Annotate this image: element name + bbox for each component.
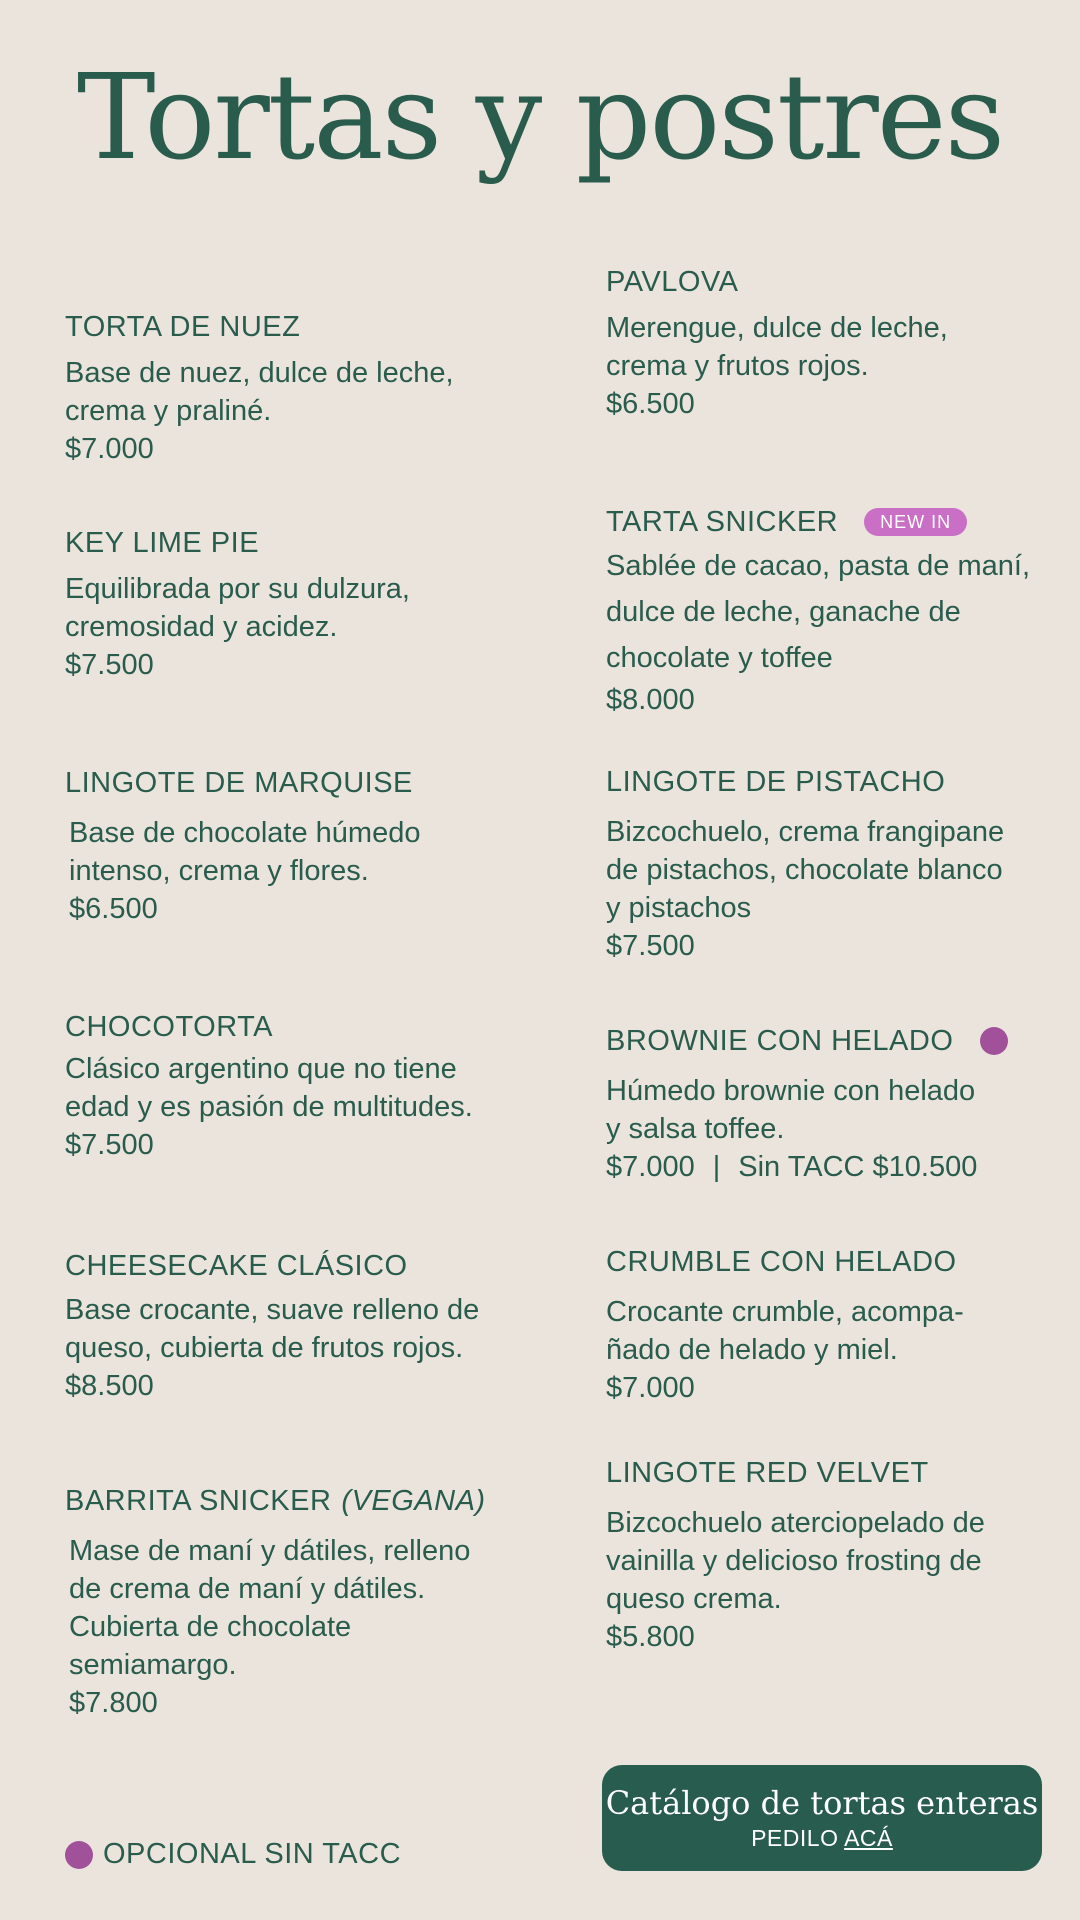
item-description: Bizcochuelo aterciopelado de vainilla y delicioso frosting de queso crema. [606,1507,985,1615]
item-price: $7.000 [606,1372,695,1404]
menu-item-key-lime-pie [65,526,410,684]
menu-item-cheesecake-clasico [65,1249,479,1405]
item-description: Clásico argentino que no tiene edad y es pasión de multitudes. [65,1053,473,1123]
item-price: $5.800 [606,1621,695,1653]
item-price: $7.500 [65,1129,154,1161]
menu-item-brownie-con-helado [606,1024,1008,1186]
sin-tacc-dot-icon [980,1027,1008,1055]
order-here-link[interactable]: ACÁ [844,1825,893,1851]
item-price: $7.500 [606,930,695,962]
menu-item-chocotorta [65,1010,473,1164]
item-price: $7.800 [69,1687,158,1719]
item-price: $7.000 [65,433,154,465]
item-name: CHEESECAKE CLÁSICO [65,1250,408,1282]
item-description: Crocante crumble, acompa- ñado de helado y miel. [606,1296,964,1366]
item-description: Base de nuez, dulce de leche, crema y praliné. [65,357,454,427]
item-description: Húmedo brownie con helado y salsa toffee. [606,1075,976,1145]
menu-item-pavlova [606,265,948,423]
item-name: TORTA DE NUEZ [65,311,301,343]
menu-item-torta-de-nuez [65,310,454,468]
item-name: KEY LIME PIE [65,527,260,559]
item-name: LINGOTE RED VELVET [606,1457,929,1489]
legend-label: OPCIONAL SIN TACC [103,1838,402,1870]
menu-item-lingote-red-velvet [606,1456,985,1656]
cta-subtitle: PEDILO ACÁ [751,1825,893,1851]
new-in-badge: NEW IN [864,508,967,536]
menu-item-lingote-de-pistacho [606,765,1004,965]
item-price: $7.500 [65,649,154,681]
menu-item-crumble-con-helado [606,1245,964,1407]
whole-cakes-catalog-button[interactable] [602,1765,1042,1871]
item-name: BARRITA SNICKER (VEGANA) [65,1485,486,1517]
menu-item-barrita-snicker [65,1484,486,1722]
menu-item-tarta-snicker [606,505,1030,719]
item-price: $8.500 [65,1370,154,1402]
item-name: PAVLOVA [606,266,739,298]
item-name: LINGOTE DE MARQUISE [65,767,413,799]
item-description: Base crocante, suave relleno de queso, cubierta de frutos rojos. [65,1294,480,1364]
item-description: Equilibrada por su dulzura, cremosidad y acidez. [65,573,410,643]
item-description: Bizcochuelo, crema frangipane de pistachos, chocolate blanco y pistachos [606,816,1005,924]
item-name: CRUMBLE CON HELADO [606,1246,957,1278]
item-name: BROWNIE CON HELADO [606,1024,1008,1058]
item-price: $6.500 [606,388,695,420]
page-title: Tortas y postres [76,48,1004,186]
item-price: $6.500 [69,893,158,925]
item-name: LINGOTE DE PISTACHO [606,766,946,798]
menu-item-lingote-de-marquise [65,766,420,928]
item-description: Sablée de cacao, pasta de maní, dulce de leche, ganache de chocolate y toffee [606,550,1031,674]
item-description: Merengue, dulce de leche, crema y frutos rojos. [606,312,948,382]
vegan-tag: (VEGANA) [341,1485,486,1517]
sin-tacc-legend [65,1838,401,1871]
cta-title: Catálogo de tortas enteras [605,1784,1039,1822]
item-name: TARTA SNICKER NEW IN [606,505,1030,539]
item-description: Base de chocolate húmedo intenso, crema y flores. [69,817,421,887]
dot-icon [65,1841,93,1869]
item-price: $7.000 | Sin TACC $10.500 [606,1151,978,1183]
item-name: CHOCOTORTA [65,1011,274,1043]
item-price: $8.000 [606,684,695,716]
item-description: Mase de maní y dátiles, relleno de crema de maní y dátiles. Cubierta de chocolate semiamargo. [69,1535,471,1681]
